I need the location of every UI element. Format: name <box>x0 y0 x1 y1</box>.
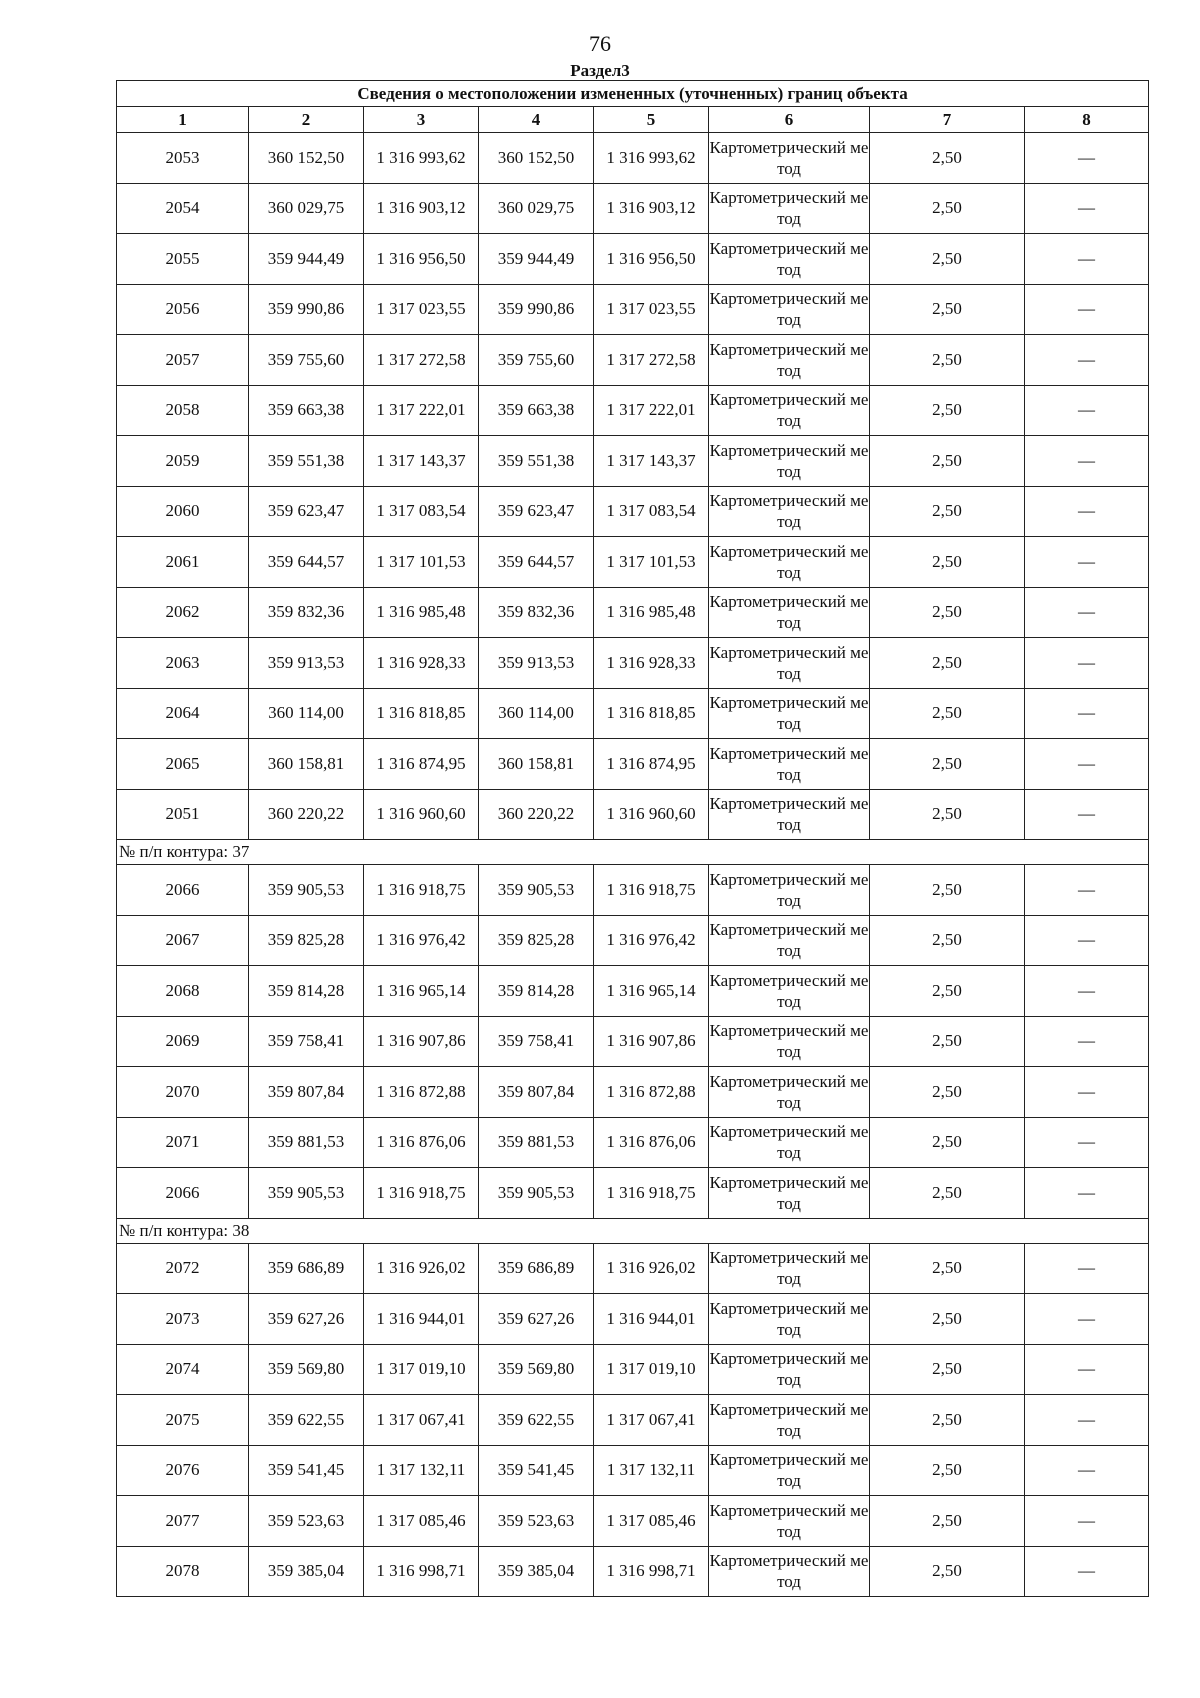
cell-description: — <box>1025 385 1149 436</box>
table-row <box>117 537 1149 588</box>
cell-point-number: 2066 <box>117 865 249 916</box>
cell-x-refined: 360 152,50 <box>479 133 594 184</box>
cell-x-existing: 359 905,53 <box>249 865 364 916</box>
cell-point-number: 2068 <box>117 966 249 1017</box>
cell-y-existing: 1 317 222,01 <box>364 385 479 436</box>
contour-label: № п/п контура: 38 <box>117 1218 1149 1243</box>
cell-y-existing: 1 316 818,85 <box>364 688 479 739</box>
cell-x-refined: 359 627,26 <box>479 1294 594 1345</box>
cell-y-existing: 1 316 928,33 <box>364 638 479 689</box>
cell-x-refined: 359 551,38 <box>479 436 594 487</box>
cell-x-refined: 359 807,84 <box>479 1067 594 1118</box>
cell-description: — <box>1025 1546 1149 1597</box>
cell-y-existing: 1 317 132,11 <box>364 1445 479 1496</box>
cell-accuracy: 2,50 <box>870 1168 1025 1219</box>
page-number: 76 <box>589 31 611 56</box>
cell-y-refined: 1 316 976,42 <box>594 915 709 966</box>
table-row <box>117 1168 1149 1219</box>
table-row <box>117 966 1149 1017</box>
table-row <box>117 865 1149 916</box>
cell-x-existing: 359 905,53 <box>249 1168 364 1219</box>
cell-method: Картометрический метод <box>709 1344 870 1395</box>
cell-method: Картометрический метод <box>709 865 870 916</box>
cell-x-existing: 359 644,57 <box>249 537 364 588</box>
cell-point-number: 2063 <box>117 638 249 689</box>
cell-x-refined: 359 385,04 <box>479 1546 594 1597</box>
cell-y-existing: 1 317 083,54 <box>364 486 479 537</box>
cell-y-existing: 1 316 874,95 <box>364 739 479 790</box>
cell-description: — <box>1025 688 1149 739</box>
cell-accuracy: 2,50 <box>870 436 1025 487</box>
cell-description: — <box>1025 1168 1149 1219</box>
cell-description: — <box>1025 1395 1149 1446</box>
cell-y-existing: 1 316 907,86 <box>364 1016 479 1067</box>
cell-y-refined: 1 316 985,48 <box>594 587 709 638</box>
table-row <box>117 1117 1149 1168</box>
cell-x-existing: 359 569,80 <box>249 1344 364 1395</box>
cell-y-existing: 1 317 019,10 <box>364 1344 479 1395</box>
cell-x-refined: 360 220,22 <box>479 789 594 840</box>
cell-point-number: 2070 <box>117 1067 249 1118</box>
cell-y-refined: 1 317 101,53 <box>594 537 709 588</box>
cell-x-refined: 359 814,28 <box>479 966 594 1017</box>
cell-description: — <box>1025 486 1149 537</box>
cell-y-existing: 1 316 976,42 <box>364 915 479 966</box>
cell-description: — <box>1025 638 1149 689</box>
cell-y-existing: 1 316 993,62 <box>364 133 479 184</box>
column-number: 5 <box>594 107 709 133</box>
cell-y-refined: 1 316 907,86 <box>594 1016 709 1067</box>
cell-x-refined: 359 569,80 <box>479 1344 594 1395</box>
column-number: 4 <box>479 107 594 133</box>
cell-x-existing: 359 622,55 <box>249 1395 364 1446</box>
cell-method: Картометрический метод <box>709 335 870 386</box>
table-row <box>117 739 1149 790</box>
table-row <box>117 133 1149 184</box>
cell-y-existing: 1 317 101,53 <box>364 537 479 588</box>
cell-method: Картометрический метод <box>709 1117 870 1168</box>
cell-accuracy: 2,50 <box>870 1546 1025 1597</box>
cell-y-refined: 1 316 903,12 <box>594 183 709 234</box>
cell-accuracy: 2,50 <box>870 133 1025 184</box>
cell-y-refined: 1 317 222,01 <box>594 385 709 436</box>
cell-description: — <box>1025 1344 1149 1395</box>
contour-header-row <box>117 1218 1149 1243</box>
cell-y-existing: 1 317 067,41 <box>364 1395 479 1446</box>
cell-method: Картометрический метод <box>709 1294 870 1345</box>
cell-point-number: 2061 <box>117 537 249 588</box>
cell-point-number: 2073 <box>117 1294 249 1345</box>
cell-method: Картометрический метод <box>709 133 870 184</box>
cell-point-number: 2067 <box>117 915 249 966</box>
cell-accuracy: 2,50 <box>870 1445 1025 1496</box>
cell-x-refined: 359 622,55 <box>479 1395 594 1446</box>
cell-accuracy: 2,50 <box>870 1117 1025 1168</box>
cell-y-refined: 1 316 818,85 <box>594 688 709 739</box>
cell-method: Картометрический метод <box>709 966 870 1017</box>
cell-description: — <box>1025 183 1149 234</box>
column-number: 1 <box>117 107 249 133</box>
cell-x-existing: 359 627,26 <box>249 1294 364 1345</box>
cell-x-existing: 360 158,81 <box>249 739 364 790</box>
column-number: 3 <box>364 107 479 133</box>
cell-description: — <box>1025 284 1149 335</box>
cell-y-existing: 1 316 998,71 <box>364 1546 479 1597</box>
cell-x-refined: 360 158,81 <box>479 739 594 790</box>
cell-y-existing: 1 317 023,55 <box>364 284 479 335</box>
cell-x-existing: 360 220,22 <box>249 789 364 840</box>
cell-method: Картометрический метод <box>709 587 870 638</box>
cell-description: — <box>1025 789 1149 840</box>
cell-x-existing: 359 807,84 <box>249 1067 364 1118</box>
cell-x-refined: 359 913,53 <box>479 638 594 689</box>
cell-x-existing: 359 663,38 <box>249 385 364 436</box>
cell-y-refined: 1 317 067,41 <box>594 1395 709 1446</box>
cell-x-existing: 359 758,41 <box>249 1016 364 1067</box>
column-number: 7 <box>870 107 1025 133</box>
table-row <box>117 587 1149 638</box>
cell-x-existing: 359 623,47 <box>249 486 364 537</box>
cell-accuracy: 2,50 <box>870 1016 1025 1067</box>
cell-method: Картометрический метод <box>709 486 870 537</box>
cell-description: — <box>1025 1294 1149 1345</box>
cell-y-refined: 1 316 960,60 <box>594 789 709 840</box>
cell-point-number: 2057 <box>117 335 249 386</box>
cell-x-refined: 359 881,53 <box>479 1117 594 1168</box>
cell-x-existing: 359 755,60 <box>249 335 364 386</box>
cell-y-existing: 1 316 903,12 <box>364 183 479 234</box>
cell-y-refined: 1 317 023,55 <box>594 284 709 335</box>
cell-x-refined: 359 944,49 <box>479 234 594 285</box>
cell-accuracy: 2,50 <box>870 234 1025 285</box>
cell-y-refined: 1 316 956,50 <box>594 234 709 285</box>
cell-x-existing: 359 913,53 <box>249 638 364 689</box>
cell-x-existing: 359 832,36 <box>249 587 364 638</box>
cell-accuracy: 2,50 <box>870 284 1025 335</box>
table-row <box>117 1067 1149 1118</box>
cell-method: Картометрический метод <box>709 1168 870 1219</box>
cell-description: — <box>1025 133 1149 184</box>
table-row <box>117 1445 1149 1496</box>
cell-point-number: 2078 <box>117 1546 249 1597</box>
cell-x-existing: 359 385,04 <box>249 1546 364 1597</box>
cell-description: — <box>1025 1243 1149 1294</box>
cell-point-number: 2072 <box>117 1243 249 1294</box>
cell-method: Картометрический метод <box>709 183 870 234</box>
cell-y-existing: 1 316 985,48 <box>364 587 479 638</box>
table-row <box>117 1546 1149 1597</box>
cell-y-existing: 1 316 960,60 <box>364 789 479 840</box>
cell-x-refined: 359 644,57 <box>479 537 594 588</box>
cell-y-existing: 1 316 956,50 <box>364 234 479 285</box>
table-row <box>117 1294 1149 1345</box>
cell-accuracy: 2,50 <box>870 1496 1025 1547</box>
table-row <box>117 1016 1149 1067</box>
cell-x-refined: 359 623,47 <box>479 486 594 537</box>
cell-accuracy: 2,50 <box>870 789 1025 840</box>
cell-accuracy: 2,50 <box>870 915 1025 966</box>
column-number-row <box>117 107 1149 133</box>
cell-accuracy: 2,50 <box>870 688 1025 739</box>
cell-x-refined: 359 686,89 <box>479 1243 594 1294</box>
cell-x-existing: 360 114,00 <box>249 688 364 739</box>
table-row <box>117 1395 1149 1446</box>
cell-description: — <box>1025 234 1149 285</box>
cell-description: — <box>1025 966 1149 1017</box>
cell-y-refined: 1 316 918,75 <box>594 1168 709 1219</box>
table-row <box>117 436 1149 487</box>
cell-accuracy: 2,50 <box>870 335 1025 386</box>
table-row <box>117 234 1149 285</box>
table-row <box>117 486 1149 537</box>
cell-point-number: 2074 <box>117 1344 249 1395</box>
cell-point-number: 2051 <box>117 789 249 840</box>
table-row <box>117 385 1149 436</box>
cell-y-existing: 1 316 872,88 <box>364 1067 479 1118</box>
cell-point-number: 2055 <box>117 234 249 285</box>
cell-y-refined: 1 316 918,75 <box>594 865 709 916</box>
cell-x-existing: 359 814,28 <box>249 966 364 1017</box>
cell-x-refined: 360 029,75 <box>479 183 594 234</box>
cell-y-existing: 1 316 876,06 <box>364 1117 479 1168</box>
table-row <box>117 638 1149 689</box>
cell-method: Картометрический метод <box>709 739 870 790</box>
table-row <box>117 1344 1149 1395</box>
table-row <box>117 183 1149 234</box>
cell-description: — <box>1025 1117 1149 1168</box>
cell-x-refined: 359 758,41 <box>479 1016 594 1067</box>
cell-y-refined: 1 316 876,06 <box>594 1117 709 1168</box>
cell-description: — <box>1025 335 1149 386</box>
cell-point-number: 2069 <box>117 1016 249 1067</box>
cell-description: — <box>1025 739 1149 790</box>
cell-x-refined: 359 663,38 <box>479 385 594 436</box>
cell-x-existing: 360 152,50 <box>249 133 364 184</box>
table-row <box>117 915 1149 966</box>
cell-point-number: 2065 <box>117 739 249 790</box>
column-number: 8 <box>1025 107 1149 133</box>
cell-x-existing: 359 541,45 <box>249 1445 364 1496</box>
cell-description: — <box>1025 1067 1149 1118</box>
cell-point-number: 2076 <box>117 1445 249 1496</box>
cell-y-refined: 1 317 132,11 <box>594 1445 709 1496</box>
cell-description: — <box>1025 1496 1149 1547</box>
cell-accuracy: 2,50 <box>870 865 1025 916</box>
cell-accuracy: 2,50 <box>870 966 1025 1017</box>
cell-method: Картометрический метод <box>709 1395 870 1446</box>
cell-y-refined: 1 317 085,46 <box>594 1496 709 1547</box>
cell-point-number: 2064 <box>117 688 249 739</box>
cell-method: Картометрический метод <box>709 1546 870 1597</box>
cell-y-existing: 1 317 272,58 <box>364 335 479 386</box>
cell-point-number: 2075 <box>117 1395 249 1446</box>
cell-x-existing: 359 990,86 <box>249 284 364 335</box>
table-caption: Сведения о местоположении измененных (уточненных) границ объекта <box>117 81 1149 107</box>
cell-y-existing: 1 316 918,75 <box>364 865 479 916</box>
cell-accuracy: 2,50 <box>870 183 1025 234</box>
cell-method: Картометрический метод <box>709 915 870 966</box>
cell-y-refined: 1 317 143,37 <box>594 436 709 487</box>
table-row <box>117 688 1149 739</box>
cell-x-existing: 359 523,63 <box>249 1496 364 1547</box>
cell-y-existing: 1 317 143,37 <box>364 436 479 487</box>
cell-method: Картометрический метод <box>709 1445 870 1496</box>
cell-x-existing: 360 029,75 <box>249 183 364 234</box>
cell-y-refined: 1 316 872,88 <box>594 1067 709 1118</box>
cell-y-refined: 1 316 998,71 <box>594 1546 709 1597</box>
cell-accuracy: 2,50 <box>870 587 1025 638</box>
cell-method: Картометрический метод <box>709 1016 870 1067</box>
cell-accuracy: 2,50 <box>870 537 1025 588</box>
cell-x-existing: 359 686,89 <box>249 1243 364 1294</box>
table-caption-row <box>117 81 1149 107</box>
table-body <box>117 133 1149 1597</box>
cell-y-refined: 1 317 272,58 <box>594 335 709 386</box>
cell-x-refined: 359 755,60 <box>479 335 594 386</box>
cell-y-refined: 1 316 944,01 <box>594 1294 709 1345</box>
cell-method: Картометрический метод <box>709 789 870 840</box>
cell-accuracy: 2,50 <box>870 638 1025 689</box>
cell-y-refined: 1 317 019,10 <box>594 1344 709 1395</box>
cell-accuracy: 2,50 <box>870 486 1025 537</box>
cell-accuracy: 2,50 <box>870 1067 1025 1118</box>
boundary-coordinates-table <box>116 80 1149 1597</box>
cell-x-refined: 359 523,63 <box>479 1496 594 1547</box>
cell-method: Картометрический метод <box>709 1067 870 1118</box>
cell-method: Картометрический метод <box>709 1496 870 1547</box>
cell-description: — <box>1025 436 1149 487</box>
cell-y-refined: 1 316 993,62 <box>594 133 709 184</box>
cell-point-number: 2058 <box>117 385 249 436</box>
cell-y-existing: 1 316 918,75 <box>364 1168 479 1219</box>
cell-accuracy: 2,50 <box>870 385 1025 436</box>
table-row <box>117 1243 1149 1294</box>
cell-method: Картометрический метод <box>709 234 870 285</box>
cell-point-number: 2066 <box>117 1168 249 1219</box>
table-row <box>117 335 1149 386</box>
cell-method: Картометрический метод <box>709 284 870 335</box>
cell-point-number: 2054 <box>117 183 249 234</box>
cell-x-refined: 359 905,53 <box>479 865 594 916</box>
cell-x-existing: 359 881,53 <box>249 1117 364 1168</box>
contour-header-row <box>117 840 1149 865</box>
table-row <box>117 284 1149 335</box>
cell-y-refined: 1 317 083,54 <box>594 486 709 537</box>
cell-x-existing: 359 825,28 <box>249 915 364 966</box>
cell-point-number: 2053 <box>117 133 249 184</box>
table-row <box>117 1496 1149 1547</box>
cell-accuracy: 2,50 <box>870 1294 1025 1345</box>
cell-description: — <box>1025 865 1149 916</box>
cell-y-existing: 1 316 965,14 <box>364 966 479 1017</box>
cell-point-number: 2077 <box>117 1496 249 1547</box>
table-row <box>117 789 1149 840</box>
cell-x-refined: 359 541,45 <box>479 1445 594 1496</box>
cell-accuracy: 2,50 <box>870 739 1025 790</box>
cell-point-number: 2071 <box>117 1117 249 1168</box>
cell-x-refined: 359 905,53 <box>479 1168 594 1219</box>
cell-x-existing: 359 551,38 <box>249 436 364 487</box>
cell-y-refined: 1 316 926,02 <box>594 1243 709 1294</box>
cell-method: Картометрический метод <box>709 537 870 588</box>
cell-y-refined: 1 316 965,14 <box>594 966 709 1017</box>
cell-accuracy: 2,50 <box>870 1243 1025 1294</box>
cell-x-existing: 359 944,49 <box>249 234 364 285</box>
cell-description: — <box>1025 1445 1149 1496</box>
cell-accuracy: 2,50 <box>870 1395 1025 1446</box>
cell-description: — <box>1025 915 1149 966</box>
cell-x-refined: 359 825,28 <box>479 915 594 966</box>
cell-x-refined: 360 114,00 <box>479 688 594 739</box>
cell-method: Картометрический метод <box>709 436 870 487</box>
cell-point-number: 2056 <box>117 284 249 335</box>
cell-point-number: 2062 <box>117 587 249 638</box>
cell-y-refined: 1 316 928,33 <box>594 638 709 689</box>
column-number: 2 <box>249 107 364 133</box>
cell-description: — <box>1025 587 1149 638</box>
cell-method: Картометрический метод <box>709 688 870 739</box>
cell-description: — <box>1025 1016 1149 1067</box>
cell-method: Картометрический метод <box>709 385 870 436</box>
cell-accuracy: 2,50 <box>870 1344 1025 1395</box>
cell-x-refined: 359 832,36 <box>479 587 594 638</box>
cell-point-number: 2060 <box>117 486 249 537</box>
section-title: Раздел3 <box>570 61 630 80</box>
cell-description: — <box>1025 537 1149 588</box>
cell-y-existing: 1 317 085,46 <box>364 1496 479 1547</box>
column-number: 6 <box>709 107 870 133</box>
cell-x-refined: 359 990,86 <box>479 284 594 335</box>
contour-label: № п/п контура: 37 <box>117 840 1149 865</box>
cell-y-existing: 1 316 926,02 <box>364 1243 479 1294</box>
cell-y-refined: 1 316 874,95 <box>594 739 709 790</box>
cell-method: Картометрический метод <box>709 1243 870 1294</box>
cell-point-number: 2059 <box>117 436 249 487</box>
cell-method: Картометрический метод <box>709 638 870 689</box>
cell-y-existing: 1 316 944,01 <box>364 1294 479 1345</box>
